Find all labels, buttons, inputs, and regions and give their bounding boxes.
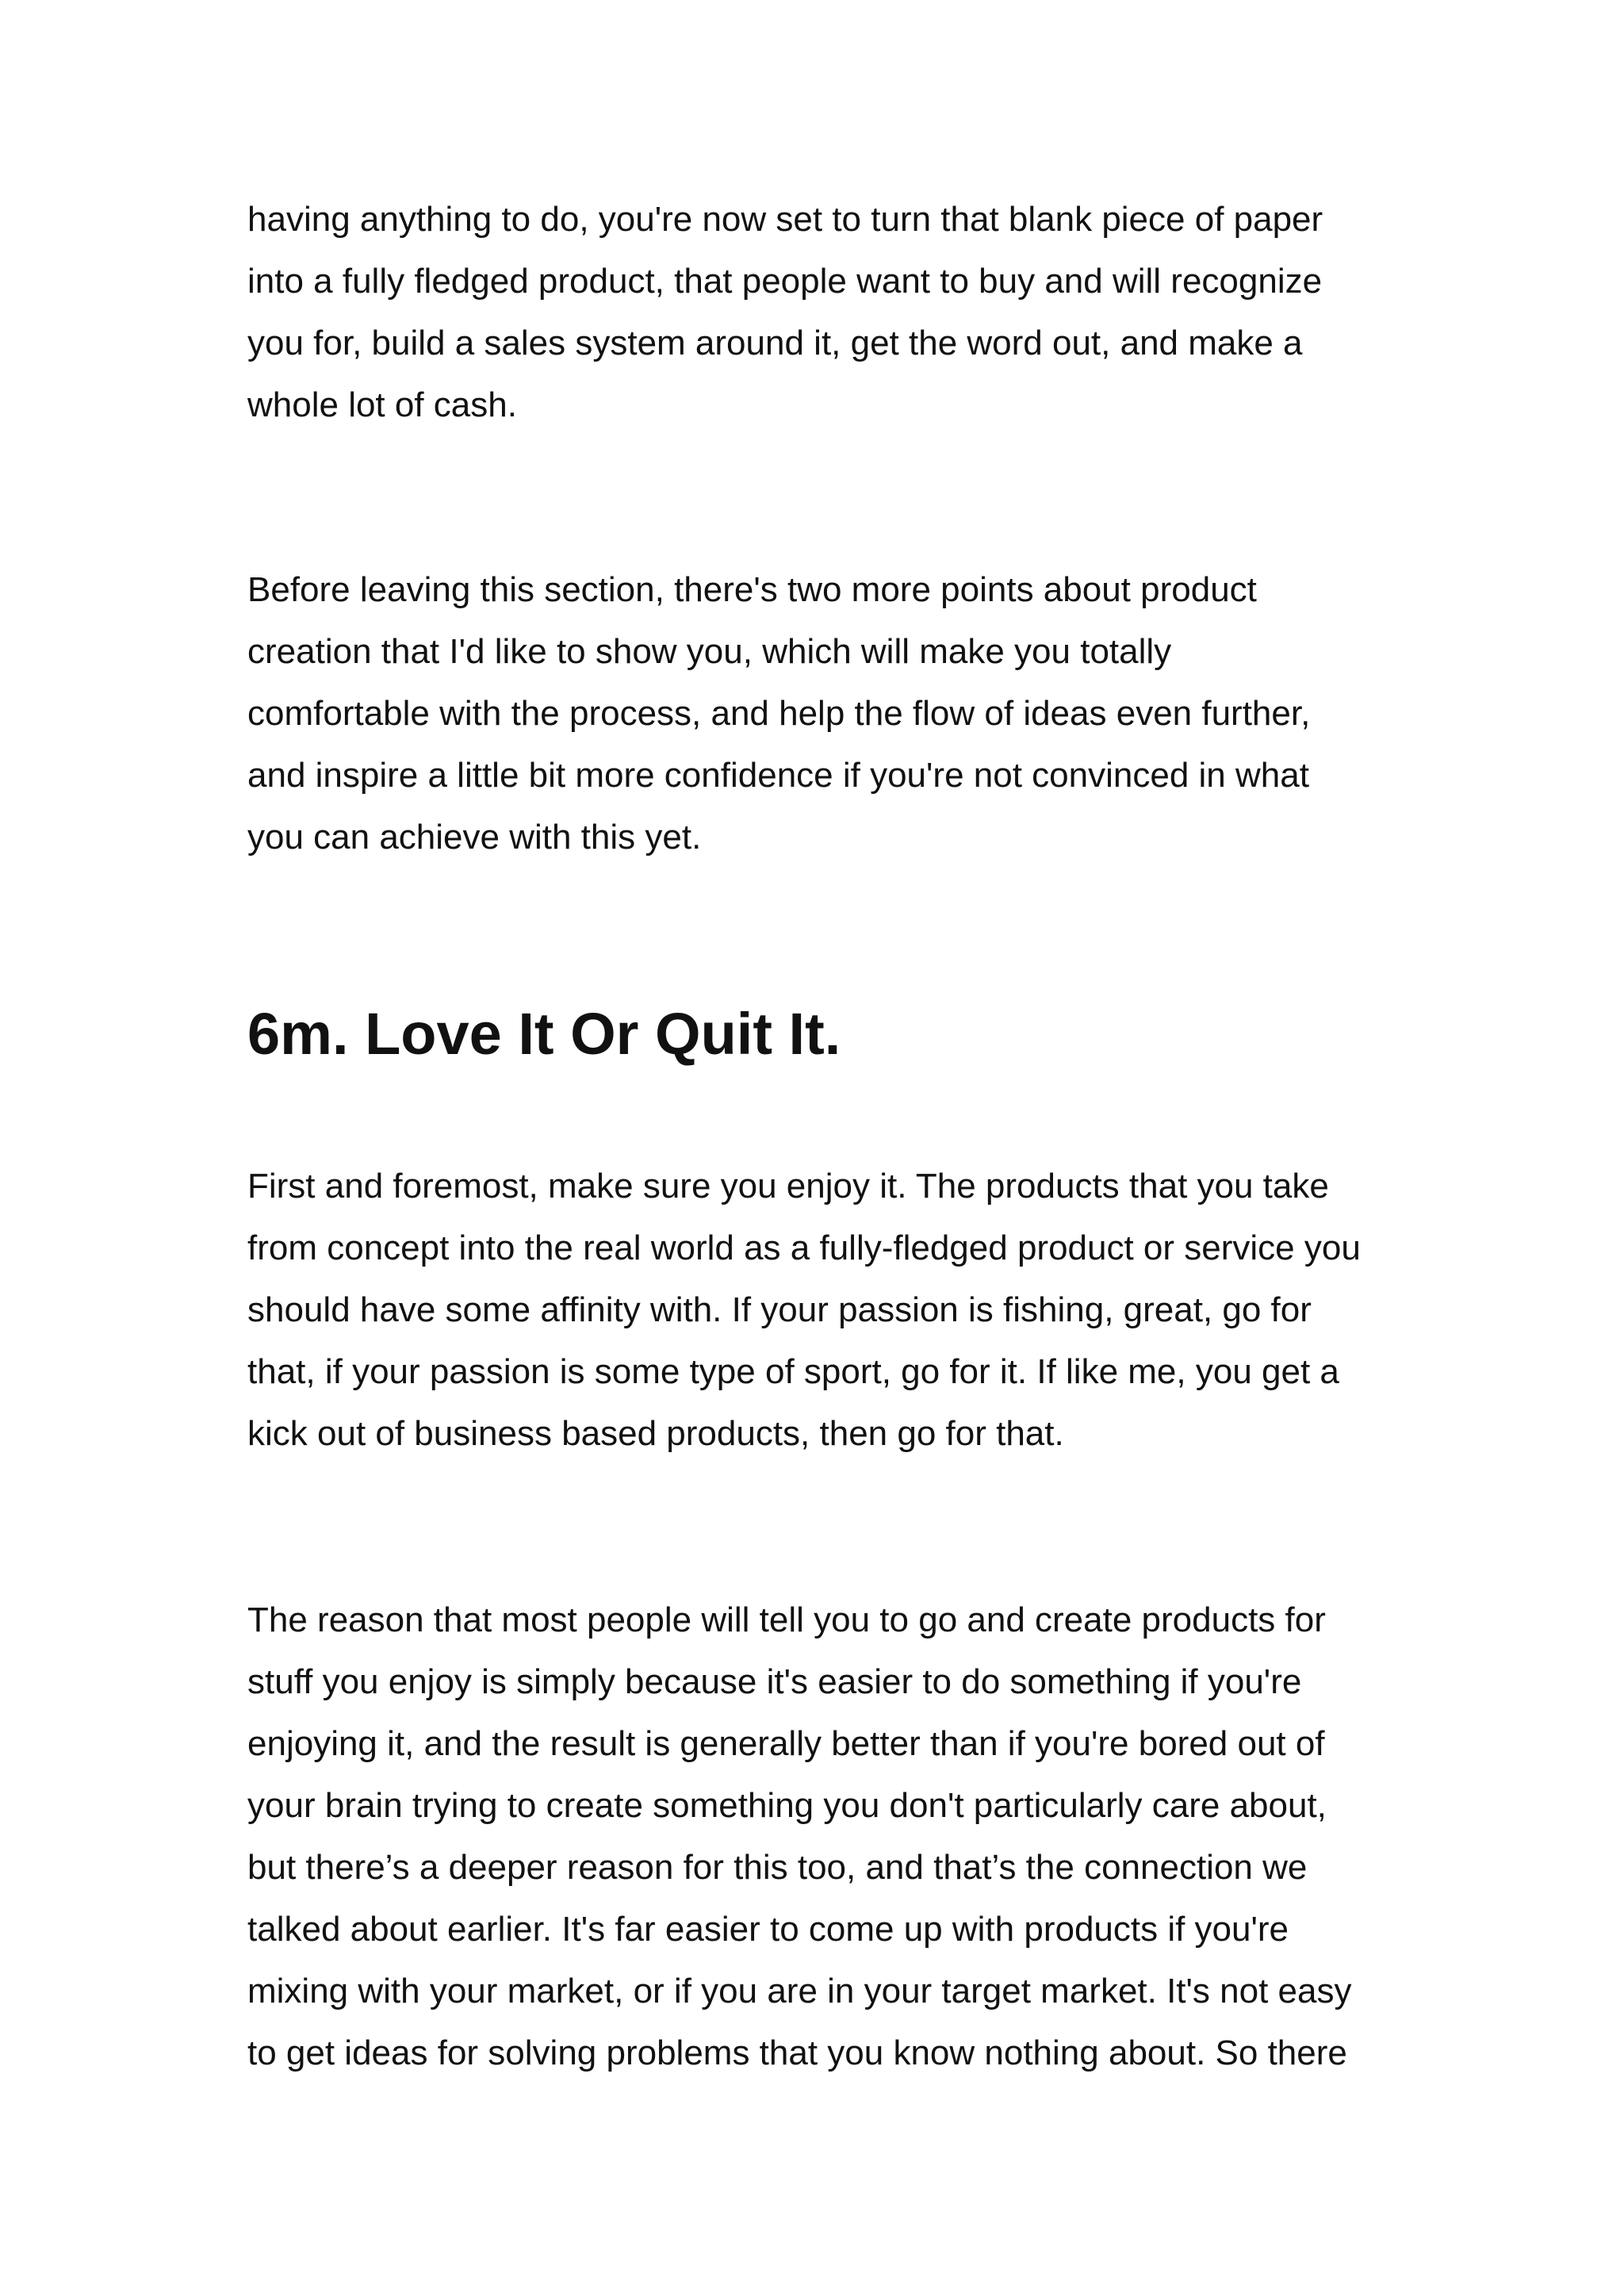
paragraph-line: that, if your passion is some type of sport, go for it. If like me, you get a [247,1352,1339,1391]
paragraph-line: having anything to do, you're now set to turn that blank piece of paper [247,200,1323,239]
paragraph-line: from concept into the real world as a fully-fledged product or service you [247,1228,1361,1267]
paragraph-line: creation that I'd like to show you, which will make you totally [247,632,1172,671]
paragraph-line: mixing with your market, or if you are in your target market. It's not easy [247,1972,1352,2010]
paragraph-line: The reason that most people will tell you to go and create products for [247,1600,1326,1639]
paragraph-line: you can achieve with this yet. [247,818,702,857]
paragraph-line: whole lot of cash. [247,385,517,424]
paragraph-line: should have some affinity with. If your passion is fishing, great, go for [247,1290,1312,1329]
section-heading: 6m. Love It Or Quit It. [247,1001,841,1067]
paragraph-line: Before leaving this section, there's two more points about product [247,570,1257,609]
paragraph-line: kick out of business based products, then go for that. [247,1414,1064,1453]
paragraph-line: enjoying it, and the result is generally better than if you're bored out of [247,1724,1325,1763]
paragraph-line: comfortable with the process, and help the flow of ideas even further, [247,694,1311,733]
paragraph-line: First and foremost, make sure you enjoy it. The products that you take [247,1167,1329,1205]
paragraph-line: you for, build a sales system around it, get the word out, and make a [247,324,1303,362]
paragraph-line: talked about earlier. It's far easier to come up with products if you're [247,1910,1289,1949]
paragraph-line: but there’s a deeper reason for this too, and that’s the connection we [247,1848,1308,1887]
paragraph-line: your brain trying to create something you don't particularly care about, [247,1786,1327,1825]
paragraph-line: stuff you enjoy is simply because it's easier to do something if you're [247,1662,1302,1701]
paragraph-line: and inspire a little bit more confidence if you're not convinced in what [247,756,1309,795]
paragraph-line: to get ideas for solving problems that you know nothing about. So there [247,2033,1347,2072]
paragraph-line: into a fully fledged product, that people want to buy and will recognize [247,262,1323,301]
